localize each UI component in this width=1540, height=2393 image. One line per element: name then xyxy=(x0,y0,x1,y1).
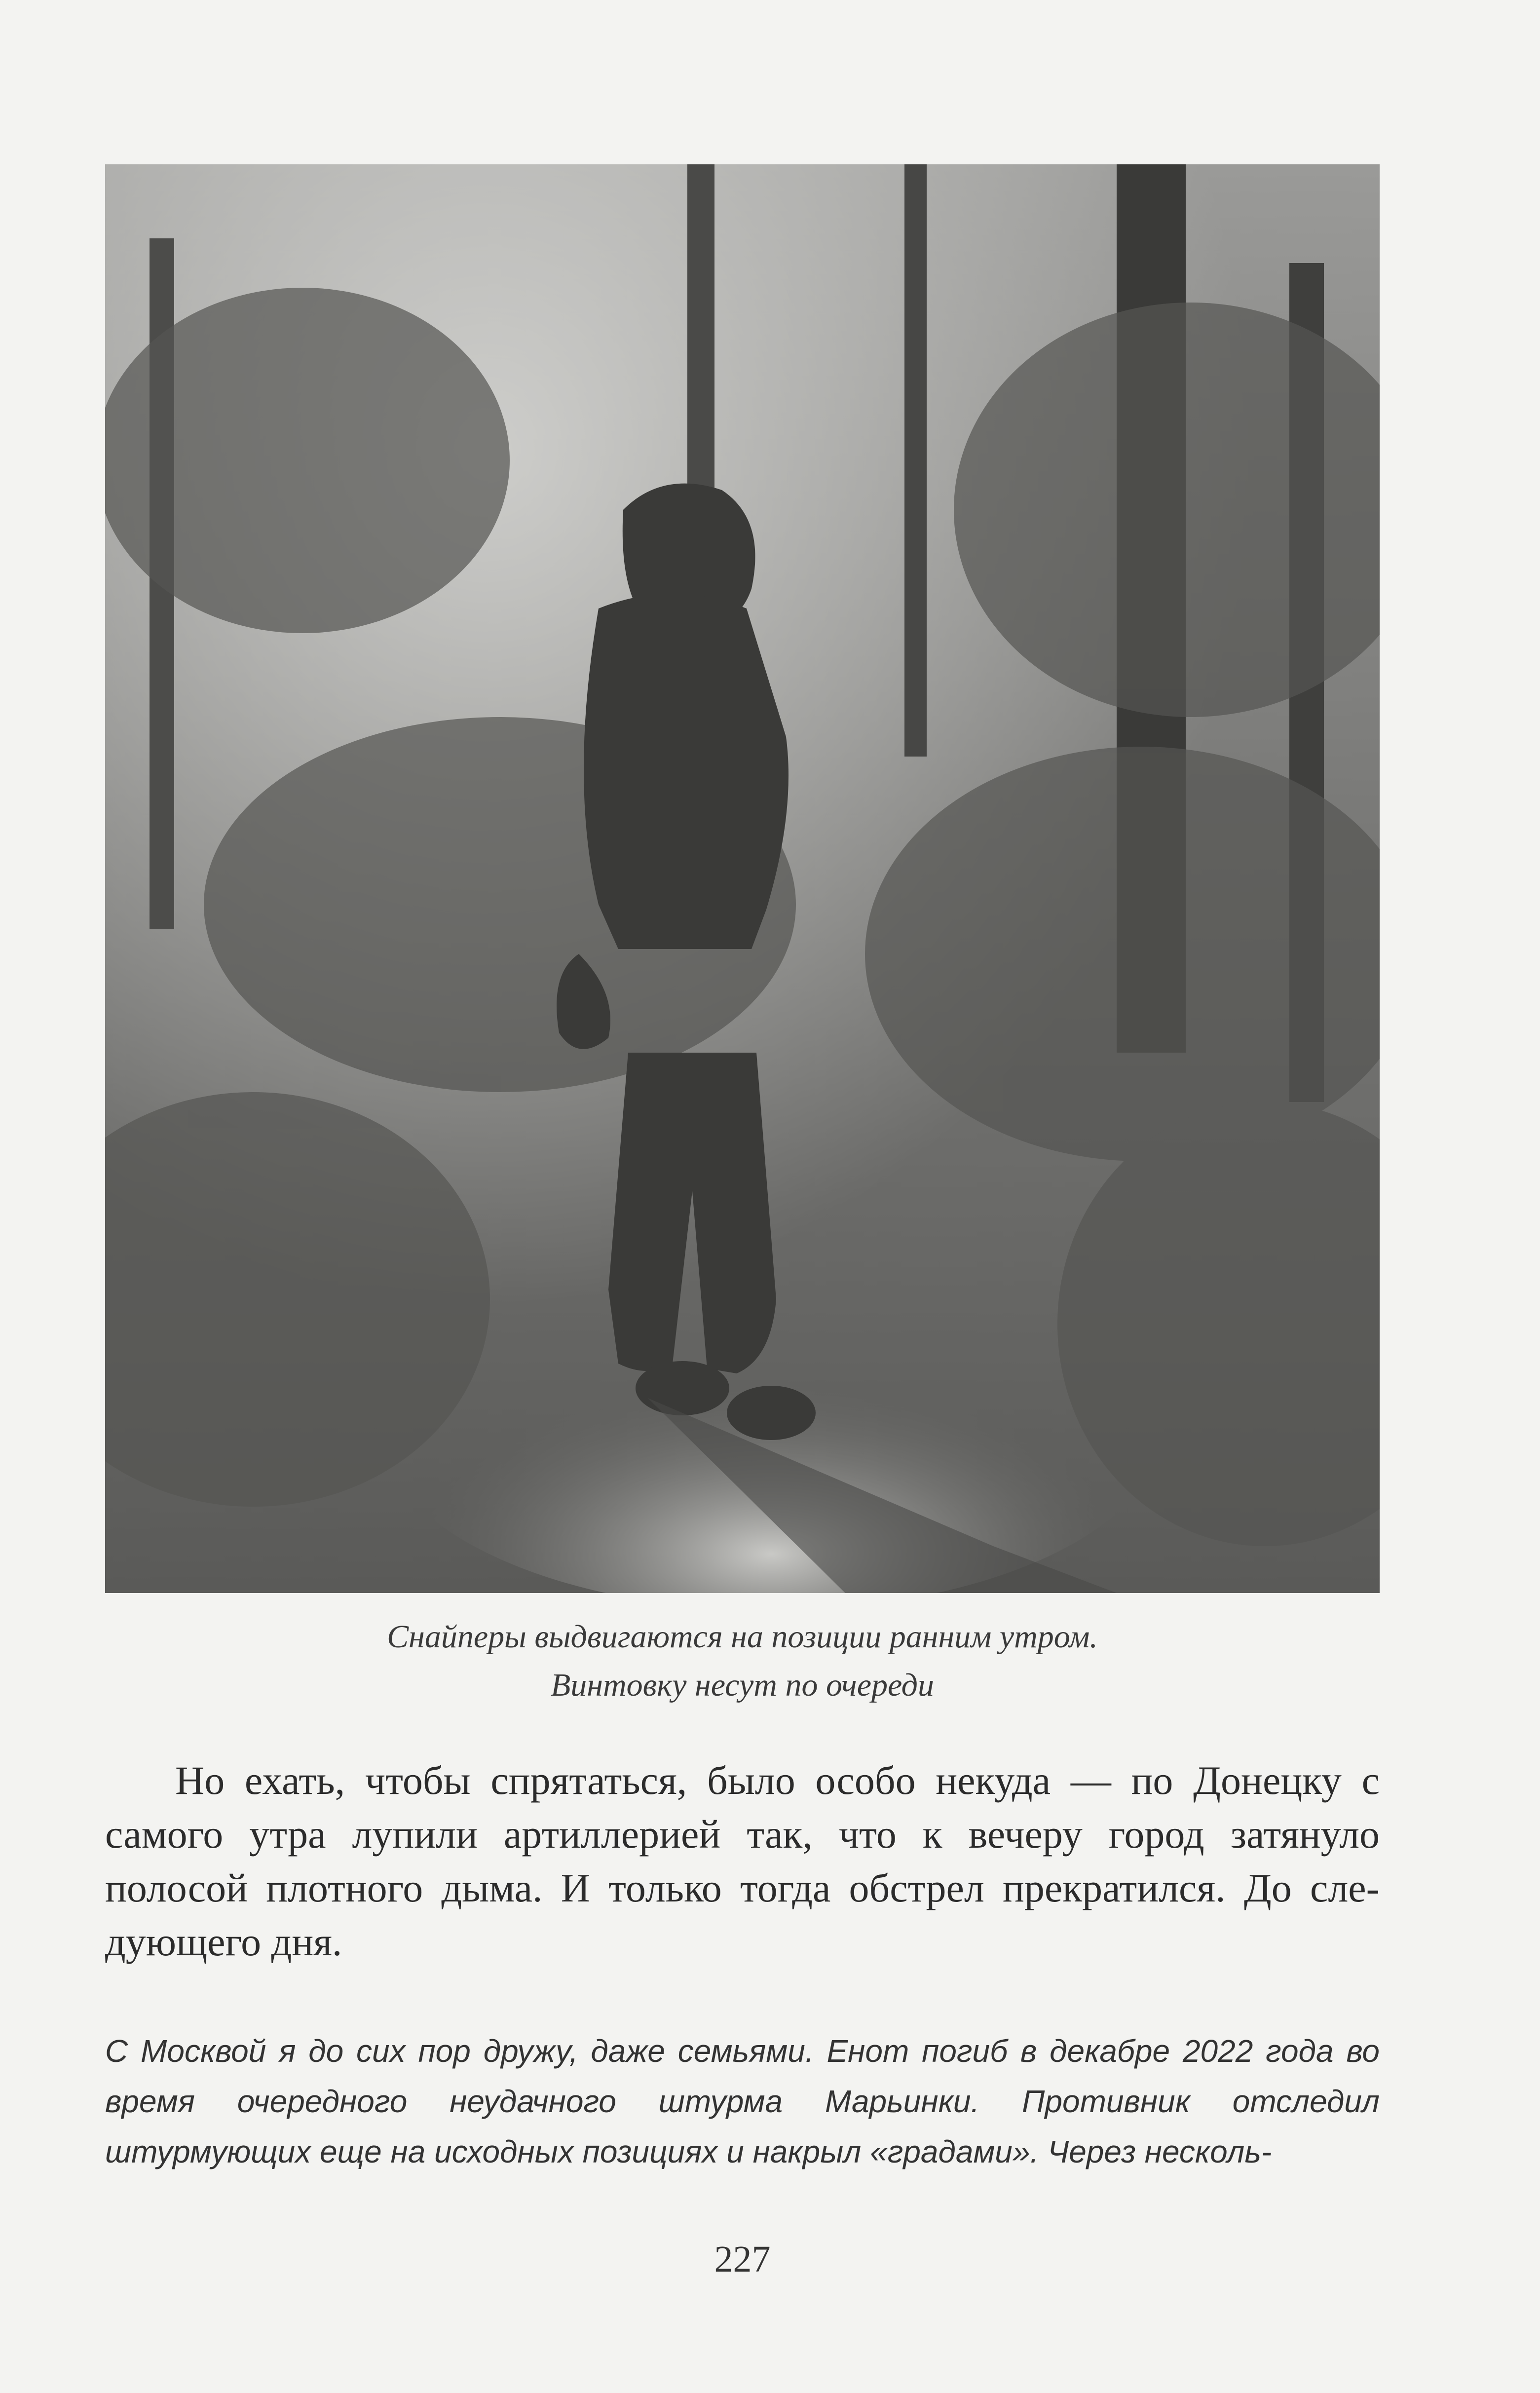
forest-soldier-photo xyxy=(105,164,1380,1593)
italic-insert-paragraph: С Москвой я до сих пор дружу, даже семьями. Енот погиб в декабре 2022 года во время очередного неудачного штурма Марьинки. Противник отследил штурмующих еще на исходных позициях и накрыл «градами». Через несколь- xyxy=(105,2033,1380,2169)
caption-line-1: Снайперы выдвигаются на позиции ранним утром. xyxy=(387,1619,1098,1655)
caption-line-2: Винтовку несут по очереди xyxy=(550,1667,935,1703)
page-number: 227 xyxy=(714,2239,771,2280)
photo-caption xyxy=(105,1613,1380,1709)
body-paragraph: Но ехать, чтобы спрятаться, было особо некуда — по Донецку с самого утра лупили артиллерией так, что к вечеру город затянуло полосой плотного дыма. И только тогда обстрел прекратился. До сле-дующего дня. xyxy=(105,1758,1380,1964)
